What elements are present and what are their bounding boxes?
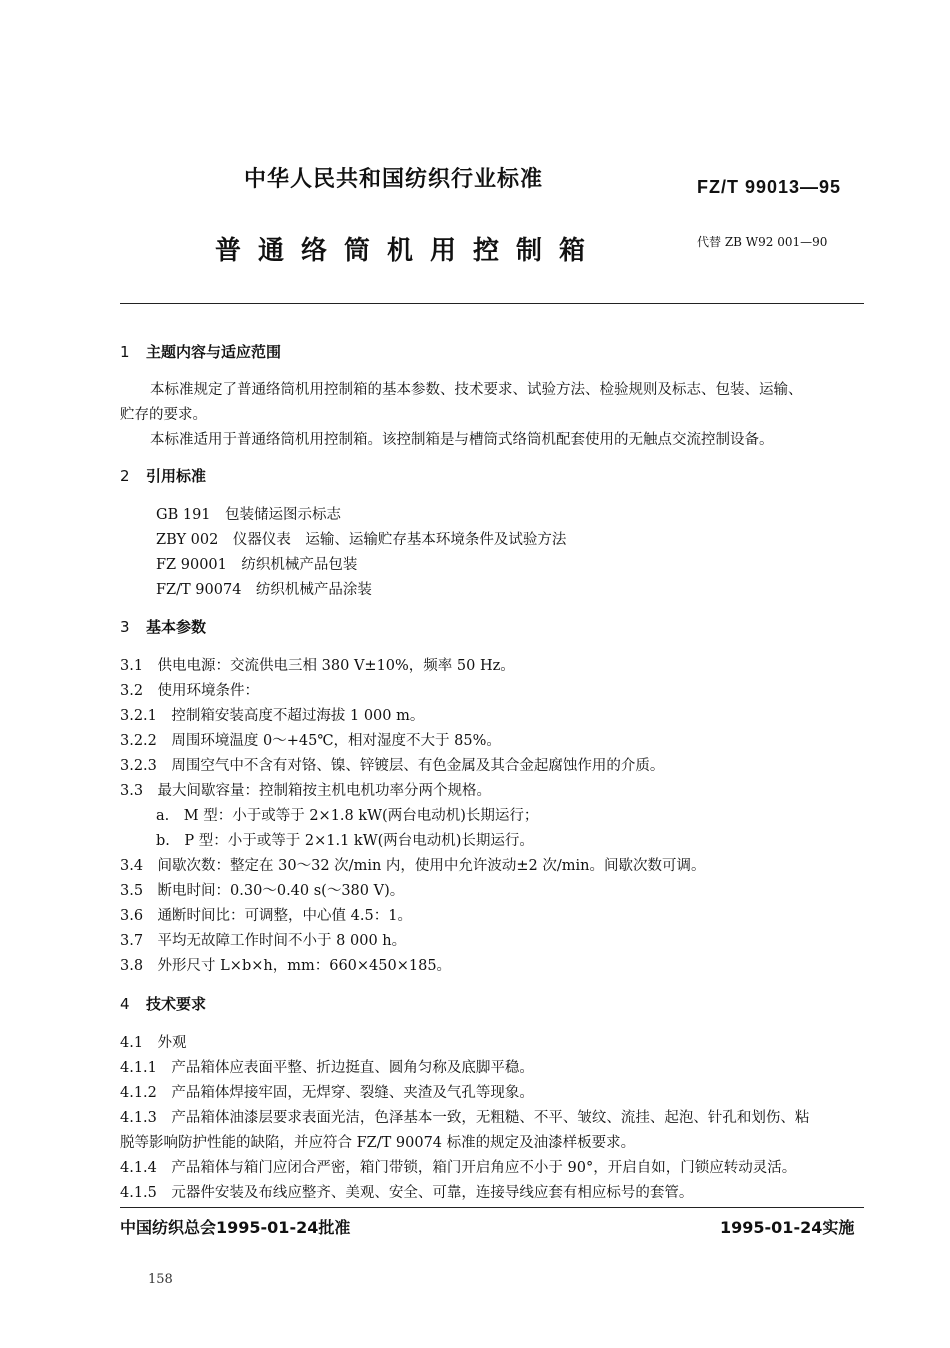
section-title: 主题内容与适应范围 (146, 343, 282, 361)
effective-date: 1995-01-24实施 (720, 1218, 855, 1237)
section-number: 3 (120, 618, 130, 636)
clause-line: b. P 型：小于或等于 2×1.1 kW(两台电动机)长期运行。 (156, 833, 534, 849)
clause-line: 3.8 外形尺寸 L×b×h，mm：660×450×185。 (120, 958, 452, 974)
clause-line: 3.1 供电电源：交流供电三相 380 V±10%，频率 50 Hz。 (120, 658, 515, 674)
approval-note: 中国纺织总会1995-01-24批准 (120, 1218, 351, 1237)
paragraph: 贮存的要求。 (120, 407, 207, 423)
paragraph: 本标准规定了普通络筒机用控制箱的基本参数、技术要求、试验方法、检验规则及标志、包装、运输、 (150, 382, 803, 398)
document-title: 普通络筒机用控制箱 (215, 236, 603, 266)
clause-line: 3.2.3 周围空气中不含有对铬、镍、锌镀层、有色金属及其合金起腐蚀作用的介质。 (120, 758, 665, 774)
section-1-heading (120, 341, 281, 362)
section-2-heading (120, 465, 206, 486)
reference-item: ZBY 002 仪器仪表 运输、运输贮存基本环境条件及试验方法 (156, 532, 567, 548)
section-number: 1 (120, 343, 130, 361)
clause-line: 4.1.2 产品箱体焊接牢固，无焊穿、裂缝、夹渣及气孔等现象。 (120, 1085, 534, 1101)
clause-line: 3.3 最大间歇容量：控制箱按主机电机功率分两个规格。 (120, 783, 492, 799)
clause-line: 4.1.3 产品箱体油漆层要求表面光洁，色泽基本一致，无粗糙、不平、皱纹、流挂、起泡、针孔和划伤、粘 (120, 1110, 810, 1126)
clause-line: 脱等影响防护性能的缺陷，并应符合 FZ/T 90074 标准的规定及油漆样板要求。 (120, 1135, 636, 1151)
reference-item: GB 191 包装储运图示标志 (156, 507, 342, 523)
clause-line: 4.1.1 产品箱体应表面平整、折边挺直、圆角匀称及底脚平稳。 (120, 1060, 534, 1076)
reference-item: FZ/T 90074 纺织机械产品涂装 (156, 582, 372, 598)
clause-line: 3.4 间歇次数：整定在 30～32 次/min 内，使用中允许波动±2 次/min。间歇次数可调。 (120, 858, 706, 874)
footer-divider (120, 1207, 864, 1208)
reference-item: FZ 90001 纺织机械产品包装 (156, 557, 358, 573)
standard-code: FZ/T 99013—95 (697, 177, 842, 197)
section-number: 4 (120, 995, 130, 1013)
section-title: 技术要求 (146, 995, 207, 1013)
clause-line: 3.2.2 周围环境温度 0～+45℃，相对湿度不大于 85%。 (120, 733, 501, 749)
clause-line: 3.6 通断时间比：可调整，中心值 4.5：1。 (120, 908, 412, 924)
section-4-heading (120, 993, 206, 1014)
clause-line: a. M 型：小于或等于 2×1.8 kW(两台电动机)长期运行； (156, 808, 539, 824)
org-title: 中华人民共和国纺织行业标准 (244, 167, 544, 192)
paragraph: 本标准适用于普通络筒机用控制箱。该控制箱是与槽筒式络筒机配套使用的无触点交流控制设备。 (150, 432, 774, 448)
clause-line: 4.1.4 产品箱体与箱门应闭合严密，箱门带锁，箱门开启角应不小于 90°，开启自如，门锁应转动灵活。 (120, 1160, 797, 1176)
page-number: 158 (148, 1272, 173, 1287)
clause-line: 4.1.5 元器件安装及布线应整齐、美观、安全、可靠，连接导线应套有相应标号的套管。 (120, 1185, 694, 1201)
clause-line: 3.5 断电时间：0.30～0.40 s(～380 V)。 (120, 883, 405, 899)
section-title: 引用标准 (146, 467, 207, 485)
section-title: 基本参数 (146, 618, 207, 636)
clause-line: 3.2 使用环境条件： (120, 683, 260, 699)
section-number: 2 (120, 467, 130, 485)
section-3-heading (120, 616, 206, 637)
clause-line: 3.2.1 控制箱安装高度不超过海拔 1 000 m。 (120, 708, 425, 724)
replaces-note: 代替 ZB W92 001—90 (697, 235, 828, 249)
header-divider (120, 303, 864, 304)
clause-line: 3.7 平均无故障工作时间不小于 8 000 h。 (120, 933, 407, 949)
clause-line: 4.1 外观 (120, 1035, 187, 1051)
